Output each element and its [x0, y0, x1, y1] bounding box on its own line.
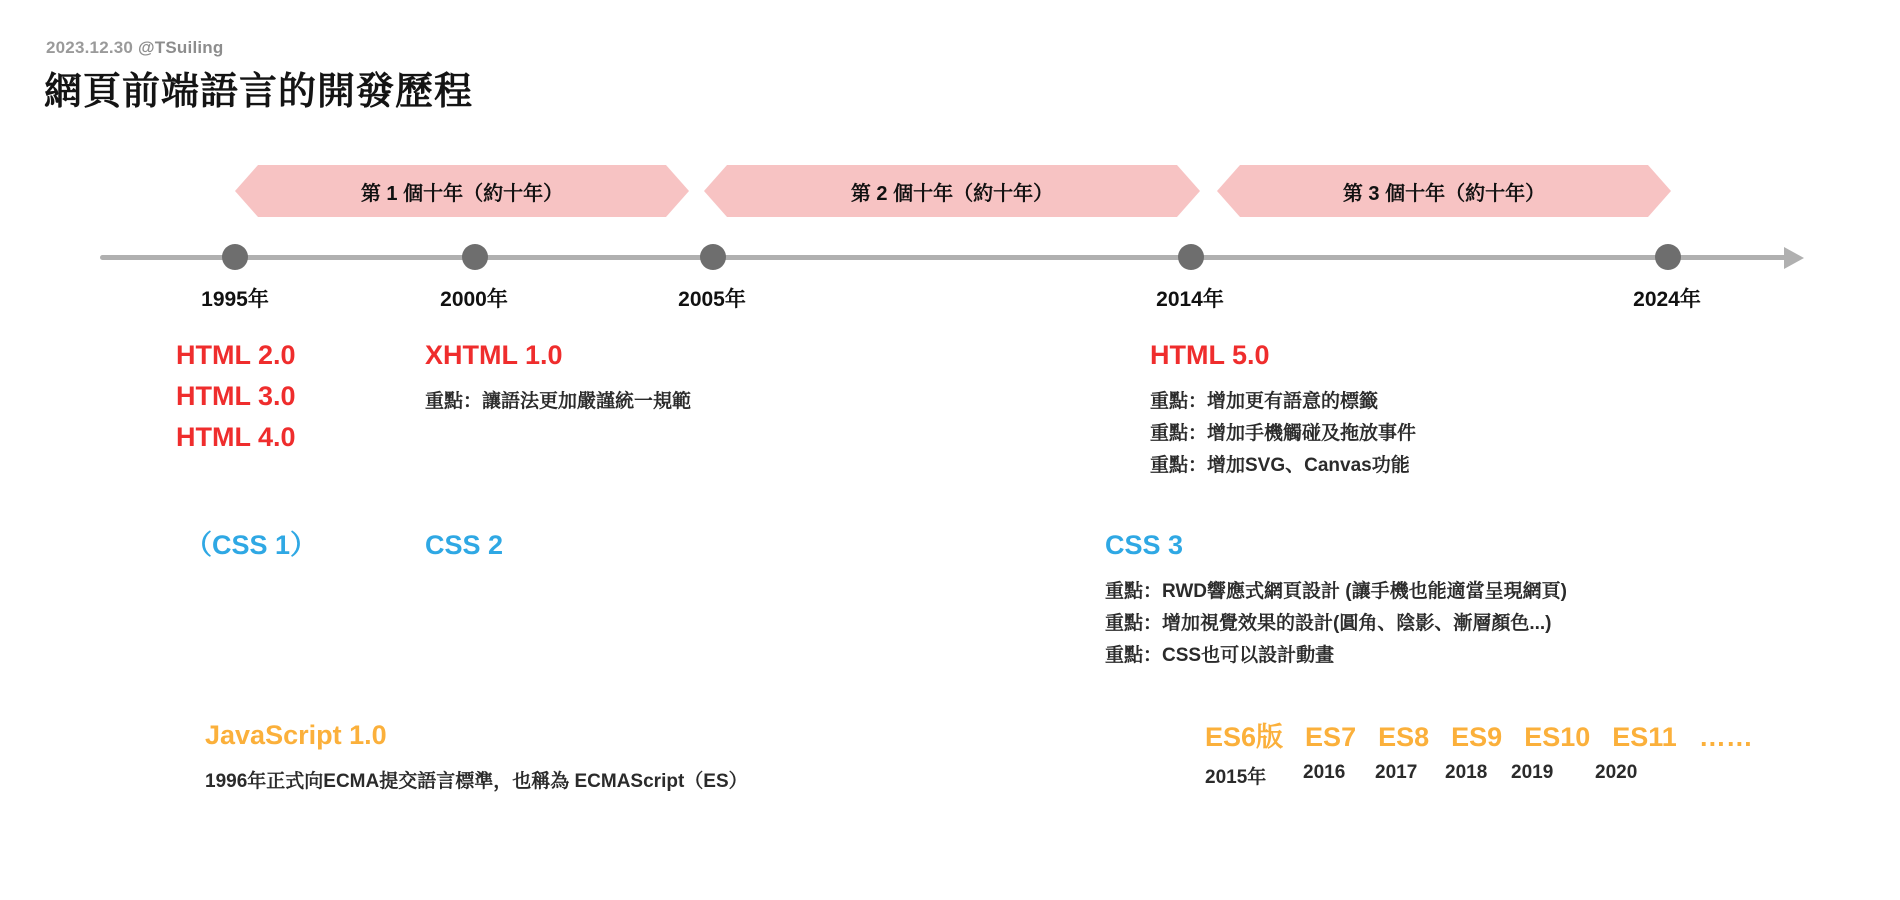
- timeline-node-dot: [462, 244, 488, 270]
- xhtml-block: [425, 335, 691, 418]
- css2-block: [425, 525, 503, 566]
- timeline-node-label: 2000年: [440, 288, 508, 311]
- timeline-node-dot: [700, 244, 726, 270]
- css3-note-1: 重點：RWD響應式網頁設計 (讓手機也能適當呈現網頁): [1105, 581, 1567, 603]
- css3-block: [1105, 525, 1567, 672]
- timeline-node-label: 2005年: [678, 288, 746, 311]
- css1-heading: （CSS 1）: [185, 530, 318, 560]
- timeline-node-label: 1995年: [201, 288, 269, 311]
- timeline-axis: [100, 255, 1790, 260]
- xhtml-note: 重點：讓語法更加嚴謹統一規範: [425, 391, 692, 413]
- timeline-arrow-icon: [1784, 247, 1804, 269]
- html5-note-2: 重點：增加手機觸碰及拖放事件: [1150, 422, 1417, 444]
- decade-band-1: [258, 165, 666, 217]
- css3-heading: CSS 3: [1105, 530, 1184, 560]
- es-version: ES6版: [1205, 722, 1284, 752]
- html-4-label: HTML 4.0: [176, 422, 296, 453]
- decade-band-2-label: 第 2 個十年（約十年）: [850, 182, 1054, 205]
- html5-block: [1150, 335, 1416, 482]
- es-year: 2016: [1303, 762, 1346, 783]
- meta-line: [46, 38, 223, 58]
- ecmascript-years: [1205, 762, 1753, 789]
- es-version-ellipsis: ……: [1698, 722, 1753, 752]
- html5-note-3: 重點：增加SVG、Canvas功能: [1150, 454, 1410, 476]
- meta-date: 2023.12.30: [46, 38, 134, 57]
- es-year: 2017: [1375, 762, 1418, 783]
- javascript-note: 1996年正式向ECMA提交語言標準，也稱為 ECMAScript（ES）: [205, 771, 748, 793]
- xhtml-heading: XHTML 1.0: [425, 340, 563, 370]
- es-version: ES8: [1378, 722, 1430, 752]
- es-year: 2015年: [1205, 767, 1267, 788]
- page-title: 網頁前端語言的開發歷程: [44, 71, 474, 113]
- css1-block: [185, 525, 317, 566]
- es-year: 2019: [1511, 762, 1554, 783]
- timeline-node-dot: [1178, 244, 1204, 270]
- es-version: ES9: [1451, 722, 1503, 752]
- es-version: ES10: [1524, 722, 1591, 752]
- css3-note-3: 重點：CSS也可以設計動畫: [1105, 644, 1335, 666]
- timeline-node-label: 2024年: [1633, 288, 1701, 311]
- html5-heading: HTML 5.0: [1150, 340, 1270, 370]
- es-version: ES11: [1612, 722, 1677, 752]
- css2-heading: CSS 2: [425, 530, 504, 560]
- html-2-label: HTML 2.0: [176, 340, 296, 370]
- es-year: 2018: [1445, 762, 1488, 783]
- es-year: 2020: [1595, 762, 1638, 783]
- timeline-node-dot: [222, 244, 248, 270]
- es-version: ES7: [1305, 722, 1357, 752]
- meta-handle: @TSuiling: [138, 38, 224, 57]
- timeline-node-dot: [1655, 244, 1681, 270]
- html-3-label: HTML 3.0: [176, 381, 296, 412]
- decade-band-3: [1240, 165, 1648, 217]
- decade-band-1-label: 第 1 個十年（約十年）: [360, 182, 564, 205]
- html-early-block: [176, 335, 296, 458]
- ecmascript-block: [1205, 715, 1753, 789]
- timeline-node-label: 2014年: [1156, 288, 1224, 311]
- javascript-block: [205, 715, 748, 798]
- decade-band-2: [727, 165, 1177, 217]
- css3-note-2: 重點：增加視覺效果的設計(圓角、陰影、漸層顏色...): [1105, 612, 1552, 634]
- html5-note-1: 重點：增加更有語意的標籤: [1150, 391, 1379, 413]
- decade-band-3-label: 第 3 個十年（約十年）: [1342, 182, 1546, 205]
- ecmascript-versions: [1205, 715, 1753, 754]
- javascript-heading: JavaScript 1.0: [205, 720, 387, 750]
